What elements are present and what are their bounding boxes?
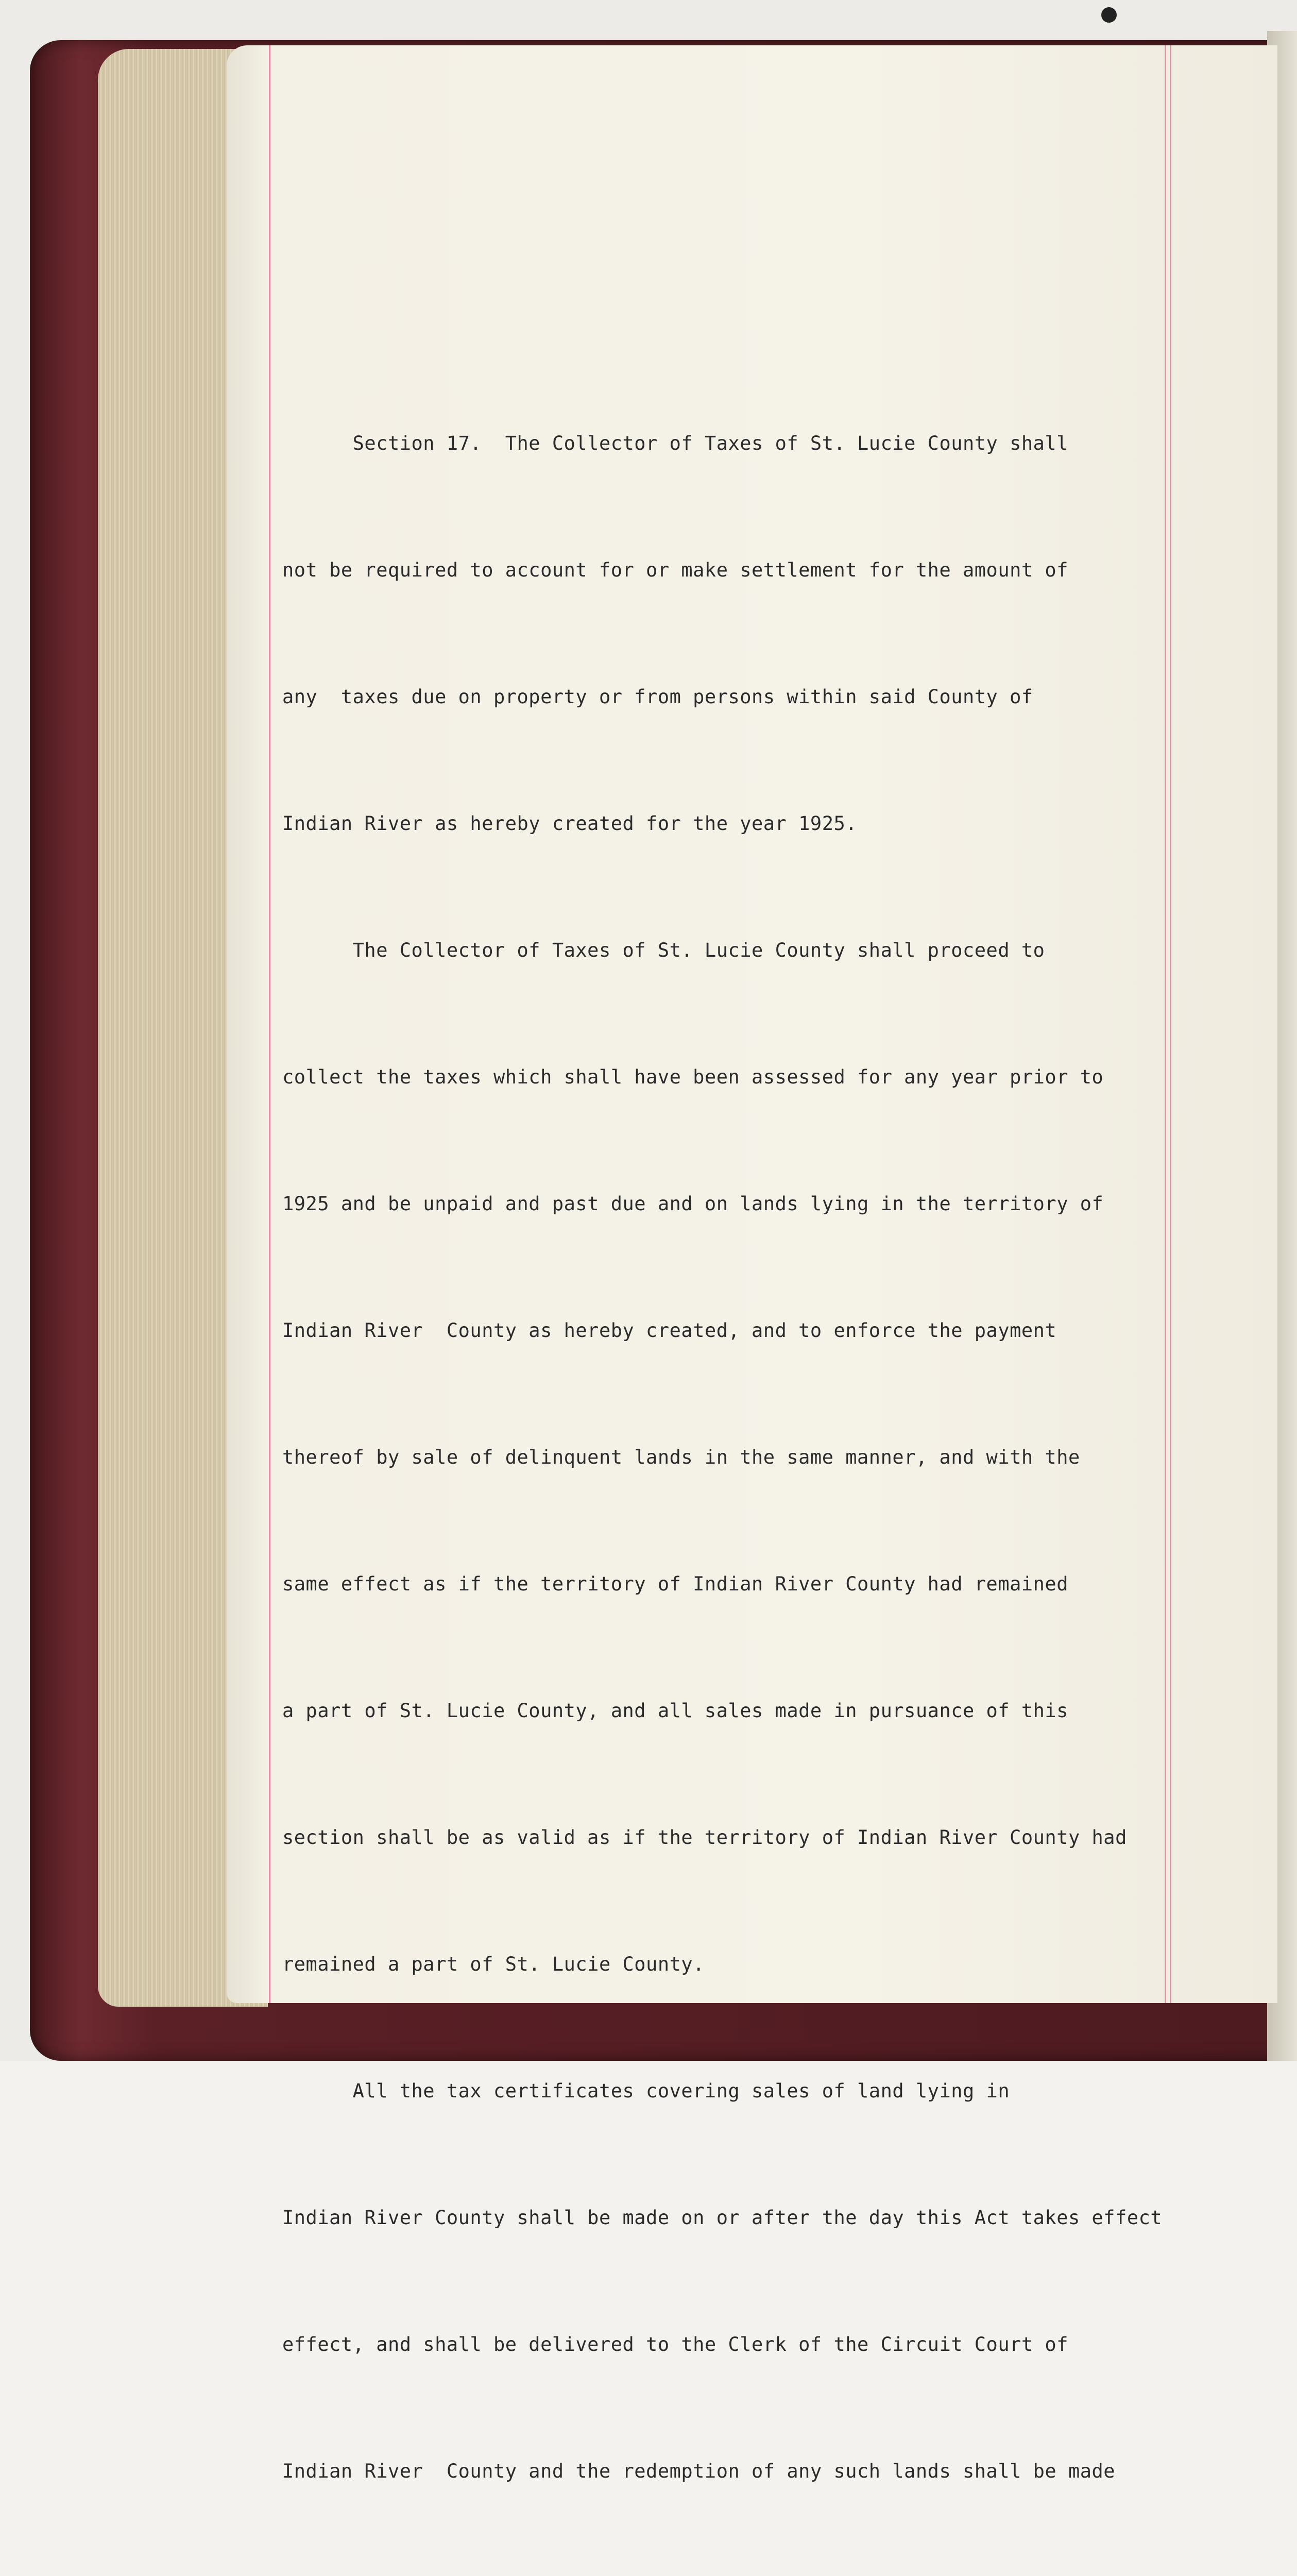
text-line: remained a part of St. Lucie County. <box>282 1953 705 1975</box>
right-margin-rule-inner <box>1170 45 1171 2003</box>
text-line: any taxes due on property or from persons within said County of <box>282 686 1033 708</box>
text-line: not be required to account for or make settlement for the amount of <box>282 559 1068 581</box>
text-line: a part of St. Lucie County, and all sales made in pursuance of this <box>282 1700 1068 1722</box>
text-line: Indian River as hereby created for the year 1925. <box>282 812 858 835</box>
text-line: Section 17. The Collector of Taxes of St. Lucie County shall <box>282 432 1068 454</box>
binder-clip <box>1101 7 1117 23</box>
text-line: section shall be as valid as if the territory of Indian River County had <box>282 1826 1127 1849</box>
text-line: The Collector of Taxes of St. Lucie County shall proceed to <box>282 939 1045 961</box>
text-line: collect the taxes which shall have been assessed for any year prior to <box>282 1066 1104 1088</box>
text-line: All the tax certificates covering sales of land lying in <box>282 2080 1010 2102</box>
text-line: 1925 and be unpaid and past due and on lands lying in the territory of <box>282 1193 1104 1215</box>
document-text <box>282 253 1168 2576</box>
section-17 <box>282 338 1168 2576</box>
left-margin-rule <box>269 45 270 2003</box>
text-line: Indian River County as hereby created, and to enforce the payment <box>282 1319 1057 1342</box>
text-line: Indian River County shall be made on or after the day this Act takes effect <box>282 2207 1163 2229</box>
text-line: Indian River County and the redemption of any such lands shall be made <box>282 2460 1116 2482</box>
text-line: effect, and shall be delivered to the Clerk of the Circuit Court of <box>282 2333 1068 2355</box>
text-line: thereof by sale of delinquent lands in the same manner, and with the <box>282 1446 1080 1468</box>
text-line: same effect as if the territory of Indian River County had remained <box>282 1573 1068 1595</box>
